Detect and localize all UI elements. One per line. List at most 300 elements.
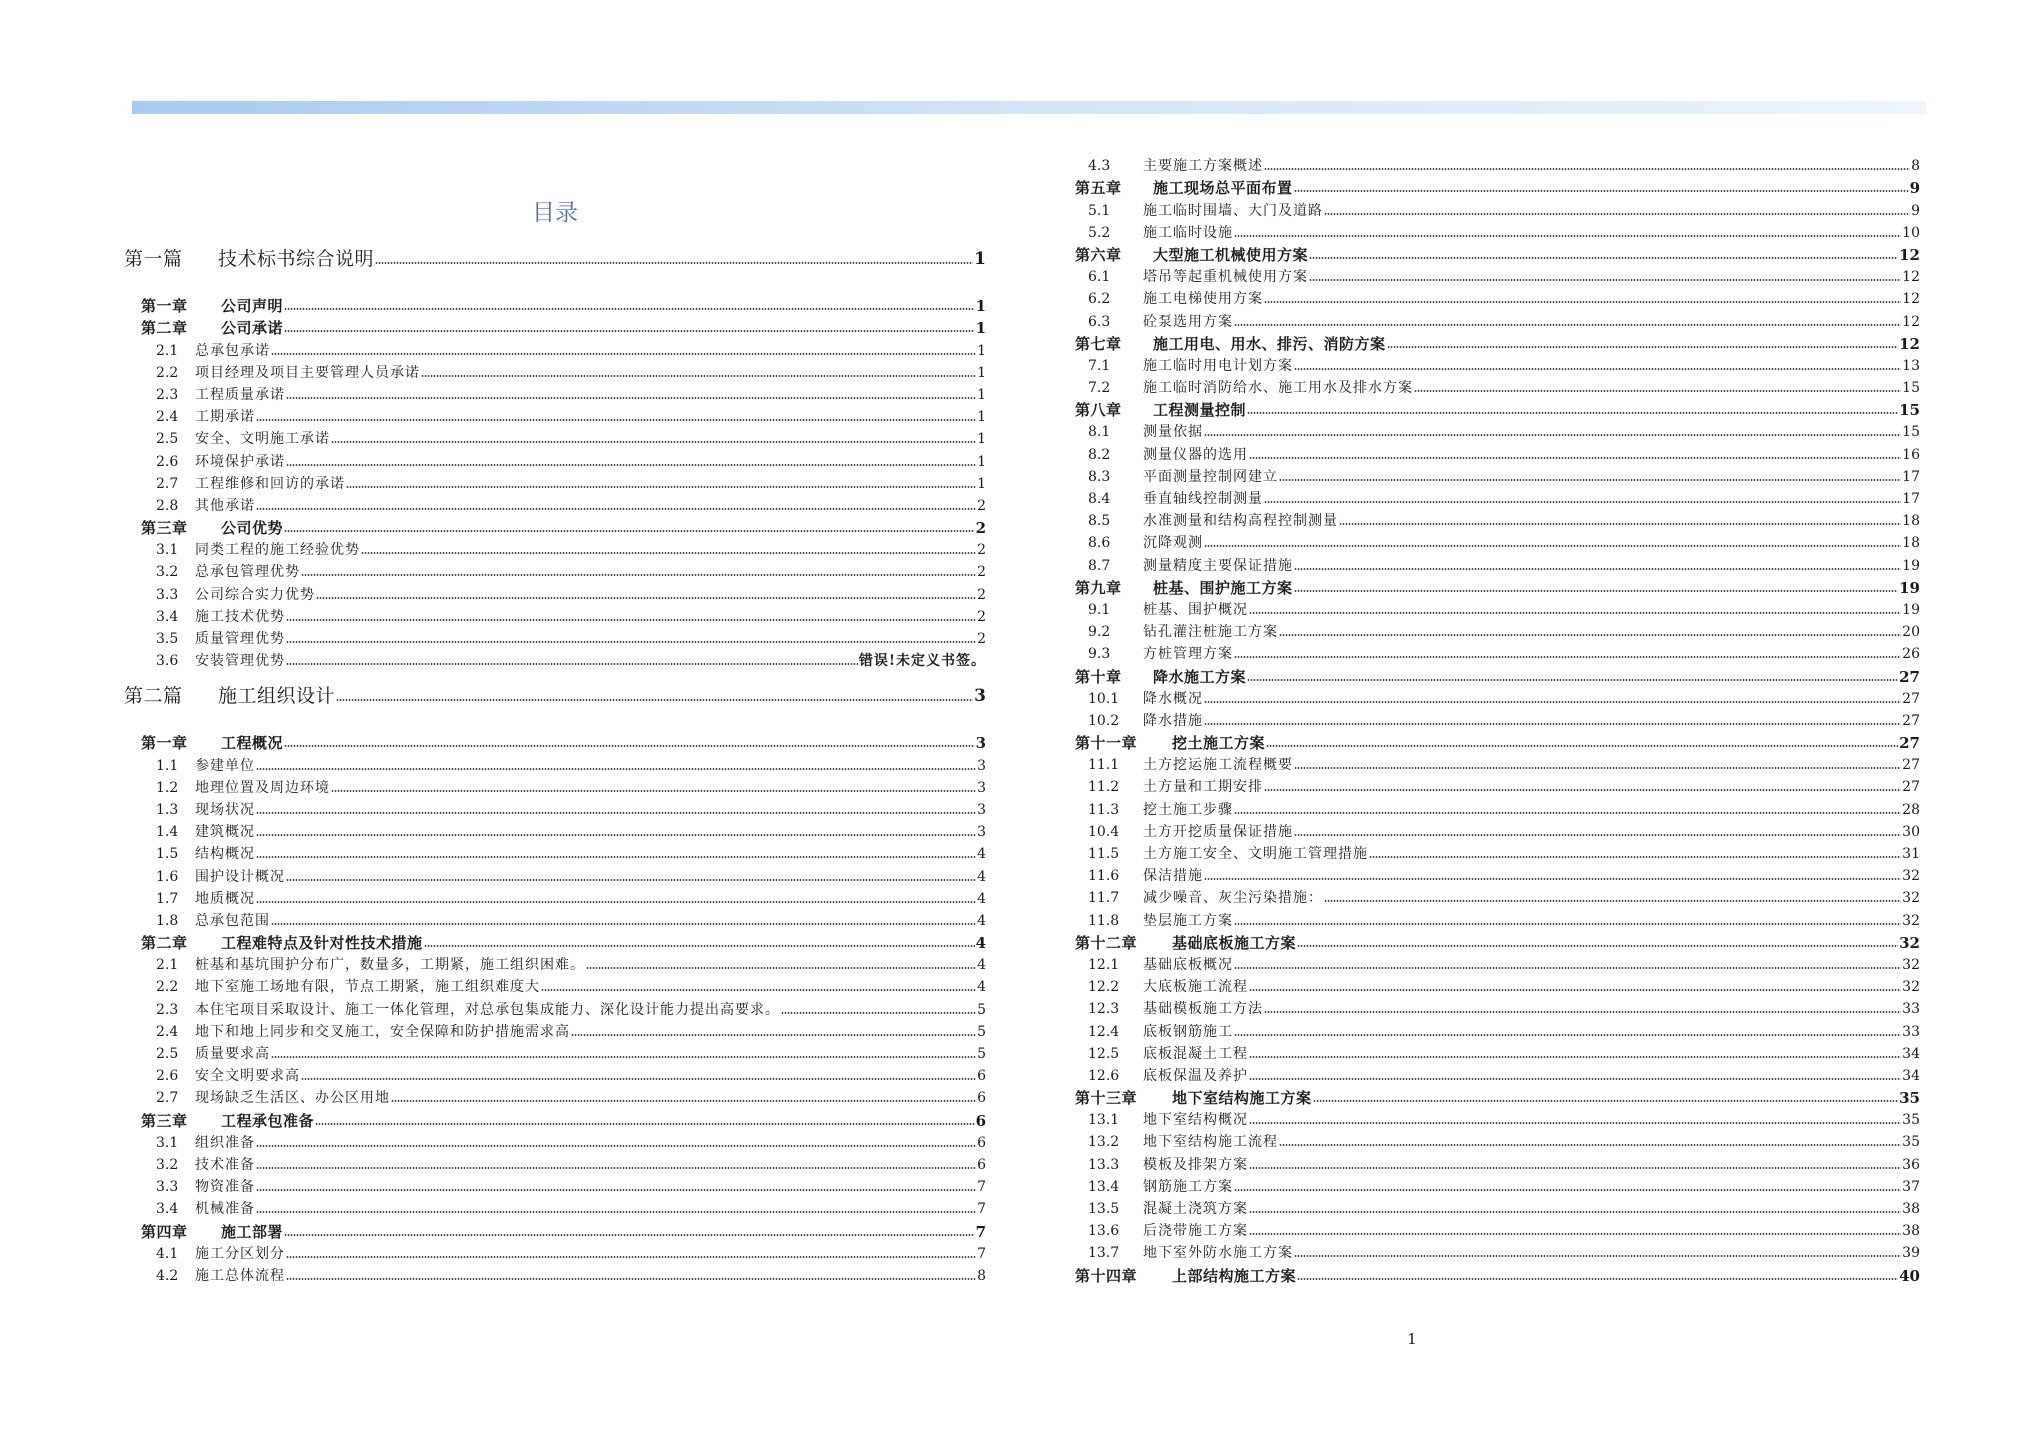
toc-entry-page: 1: [977, 431, 986, 448]
toc-entry-number: 8.6: [1088, 535, 1111, 552]
toc-entry-section[interactable]: [124, 752, 986, 774]
toc-entry-page: 2: [977, 497, 986, 514]
toc-entry-section[interactable]: [124, 1241, 986, 1263]
toc-entry-title: 总承包承诺: [195, 342, 270, 359]
dot-leader: [375, 261, 973, 265]
toc-entry-title: 其他承诺: [195, 497, 255, 514]
toc-entry-page: 5: [977, 1001, 986, 1018]
toc-entry-section[interactable]: [124, 1063, 986, 1085]
dot-leader: [284, 329, 975, 333]
toc-entry-number: 第十四章: [1075, 1266, 1138, 1285]
toc-entry-number: 1.6: [156, 868, 179, 885]
dot-leader: [541, 988, 976, 992]
toc-entry-title: 参建单位: [195, 757, 255, 774]
toc-entry-title: 施工技术优势: [195, 608, 285, 625]
toc-entry-title: 安装管理优势: [195, 653, 285, 670]
toc-entry-section[interactable]: [1075, 619, 1920, 641]
dot-leader: [315, 1122, 975, 1126]
toc-entry-section[interactable]: [124, 604, 986, 626]
toc-entry-number: 1.3: [156, 801, 179, 818]
dot-leader: [256, 507, 976, 511]
toc-entry-title: 地下室外防水施工方案: [1143, 1245, 1293, 1262]
toc-entry-page: 6: [977, 1090, 986, 1107]
toc-entry-page: 27: [1902, 757, 1920, 774]
toc-entry-section[interactable]: [1075, 796, 1920, 818]
toc-entry-page: 12: [1899, 245, 1920, 264]
toc-entry-page: 1: [975, 319, 986, 338]
toc-entry-title: 总承包范围: [195, 912, 270, 929]
toc-entry-title: 水准测量和结构高程控制测量: [1143, 513, 1338, 530]
dot-leader: [1264, 1010, 1901, 1014]
toc-entry-section[interactable]: [124, 1085, 986, 1107]
toc-entry-section[interactable]: [1075, 530, 1920, 552]
toc-entry-title: 地质概况: [195, 890, 255, 907]
toc-entry-page: 27: [1899, 667, 1920, 686]
toc-entry-number: 13.5: [1088, 1201, 1120, 1217]
dot-leader: [1294, 1254, 1901, 1258]
toc-entry-section[interactable]: [1075, 1196, 1920, 1218]
page-number: 1: [1407, 1330, 1417, 1348]
toc-entry-number: 第二章: [141, 934, 188, 953]
toc-entry-page: 13: [1902, 357, 1920, 374]
toc-entry-page: 35: [1902, 1134, 1920, 1151]
toc-entry-page: 2: [977, 542, 986, 559]
toc-entry-number: 2.2: [156, 364, 179, 381]
toc-entry-page: 4: [977, 868, 986, 885]
toc-entry-number: 2.2: [156, 979, 179, 996]
toc-entry-title: 测量依据: [1143, 424, 1203, 441]
toc-entry-section[interactable]: [1075, 153, 1920, 175]
header-gradient-bar: [132, 101, 1926, 114]
toc-entry-section[interactable]: [124, 952, 986, 974]
toc-entry-chapter[interactable]: [1075, 663, 1920, 685]
toc-entry-page: 4: [977, 890, 986, 907]
toc-entry-section[interactable]: [124, 404, 986, 426]
toc-entry-chapter[interactable]: [124, 1218, 986, 1240]
toc-entry-number: 第一篇: [124, 248, 183, 270]
toc-entry-title: 沉降观测: [1143, 535, 1203, 552]
toc-entry-number: 8.2: [1088, 446, 1111, 463]
toc-entry-number: 6.1: [1088, 269, 1111, 286]
dot-leader: [286, 878, 976, 882]
toc-entry-section[interactable]: [124, 996, 986, 1018]
toc-entry-section[interactable]: [124, 1041, 986, 1063]
toc-entry-page: 1: [977, 342, 986, 359]
toc-entry-title: 组织准备: [195, 1134, 255, 1151]
toc-entry-number: 13.2: [1088, 1134, 1120, 1151]
toc-entry-section[interactable]: [1075, 1129, 1920, 1151]
toc-entry-section[interactable]: [1075, 1218, 1920, 1240]
toc-entry-number: 11.3: [1088, 801, 1120, 818]
toc-entry-section[interactable]: [1075, 974, 1920, 996]
toc-entry-section[interactable]: [124, 493, 986, 515]
toc-entry-section[interactable]: [1075, 885, 1920, 907]
toc-entry-number: 13.6: [1088, 1223, 1120, 1240]
dot-leader: [1234, 323, 1901, 327]
toc-entry-number: 2.7: [156, 475, 179, 492]
dot-leader: [1309, 256, 1898, 260]
toc-entry-title: 桩基和基坑围护分布广，数量多，工期紧，施工组织困难。: [195, 957, 585, 974]
dot-leader: [1249, 1166, 1901, 1170]
toc-entry-number: 3.1: [156, 542, 179, 559]
dot-leader: [256, 855, 976, 859]
toc-entry-number: 12.3: [1088, 1001, 1120, 1018]
toc-entry-section[interactable]: [124, 797, 986, 819]
toc-entry-section[interactable]: [1075, 708, 1920, 730]
dot-leader: [1297, 1277, 1898, 1281]
toc-entry-title: 模板及排架方案: [1143, 1156, 1248, 1173]
toc-entry-section[interactable]: [1075, 508, 1920, 530]
toc-entry-page: 3: [977, 757, 986, 774]
toc-entry-section[interactable]: [1075, 907, 1920, 929]
toc-entry-title: 公司声明: [221, 297, 284, 316]
toc-entry-section[interactable]: [124, 559, 986, 581]
dot-leader: [1339, 522, 1901, 526]
toc-entry-page: 4: [977, 979, 986, 996]
toc-entry-title: 钻孔灌注桩施工方案: [1143, 624, 1278, 641]
toc-entry-title: 平面测量控制网建立: [1143, 468, 1278, 485]
dot-leader: [1297, 944, 1898, 948]
toc-entry-section[interactable]: [1075, 308, 1920, 330]
toc-entry-title: 质量管理优势: [195, 631, 285, 647]
toc-entry-page: 35: [1902, 1112, 1920, 1129]
toc-entry-section[interactable]: [1075, 1151, 1920, 1173]
toc-entry-section[interactable]: [124, 337, 986, 359]
toc-entry-chapter[interactable]: [124, 1107, 986, 1129]
toc-entry-number: 9.1: [1088, 601, 1111, 618]
toc-entry-page: 32: [1902, 979, 1920, 996]
toc-entry-page: 错误!未定义书签。: [858, 653, 986, 670]
toc-entry-section[interactable]: [124, 626, 986, 648]
dot-leader: [361, 551, 976, 555]
toc-entry-section[interactable]: [124, 841, 986, 863]
dot-leader: [1264, 500, 1901, 504]
toc-entry-section[interactable]: [124, 886, 986, 908]
toc-entry-page: 27: [1899, 734, 1920, 753]
toc-entry-page: 12: [1899, 334, 1920, 353]
toc-entry-title: 质量要求高: [195, 1046, 270, 1062]
toc-entry-page: 3: [977, 801, 986, 818]
dot-leader: [286, 618, 976, 622]
dot-leader: [331, 440, 976, 444]
toc-spacer: [124, 670, 986, 678]
toc-entry-section[interactable]: [1075, 220, 1920, 242]
toc-entry-section[interactable]: [1075, 464, 1920, 486]
toc-entry-chapter[interactable]: [124, 293, 986, 315]
toc-entry-section[interactable]: [1075, 1174, 1920, 1196]
toc-entry-title: 砼泵选用方案: [1143, 313, 1233, 330]
dot-leader: [1279, 1143, 1901, 1147]
toc-entry-number: 3.3: [156, 586, 179, 603]
dot-leader: [1264, 788, 1901, 792]
toc-entry-chapter[interactable]: [1075, 1262, 1920, 1284]
toc-entry-section[interactable]: [124, 1196, 986, 1218]
toc-entry-part[interactable]: [124, 678, 986, 708]
toc-entry-section[interactable]: [1075, 841, 1920, 863]
toc-entry-section[interactable]: [1075, 952, 1920, 974]
toc-entry-page: 4: [975, 934, 986, 953]
toc-entry-chapter[interactable]: [124, 515, 986, 537]
dot-leader: [284, 307, 975, 311]
toc-entry-section[interactable]: [124, 426, 986, 448]
toc-entry-page: 36: [1902, 1156, 1920, 1173]
toc-entry-page: 35: [1899, 1089, 1920, 1108]
toc-entry-page: 1: [977, 386, 986, 403]
toc-entry-title: 地下室施工场地有限，节点工期紧，施工组织难度大: [195, 979, 540, 996]
toc-entry-section[interactable]: [1075, 752, 1920, 774]
toc-entry-page: 5: [977, 1046, 986, 1062]
toc-entry-title: 施工临时设施: [1143, 224, 1233, 241]
dot-leader: [1294, 567, 1901, 571]
toc-entry-title: 工程测量控制: [1153, 401, 1247, 420]
toc-entry-section[interactable]: [124, 908, 986, 930]
toc-entry-title: 工程难特点及针对性技术措施: [221, 934, 423, 953]
dot-leader: [1249, 1055, 1901, 1059]
toc-entry-number: 10.2: [1088, 712, 1120, 729]
toc-entry-section[interactable]: [1075, 863, 1920, 885]
toc-entry-number: 13.7: [1088, 1245, 1120, 1262]
toc-entry-title: 塔吊等起重机械使用方案: [1143, 269, 1308, 286]
toc-entry-number: 6.2: [1088, 291, 1111, 308]
toc-entry-title: 公司承诺: [221, 319, 284, 338]
toc-entry-number: 2.7: [156, 1090, 179, 1107]
toc-entry-number: 7.2: [1088, 380, 1111, 397]
toc-entry-page: 15: [1902, 424, 1920, 441]
toc-entry-page: 15: [1902, 380, 1920, 397]
toc-entry-number: 1.8: [156, 912, 179, 929]
toc-entry-title: 基础模板施工方法: [1143, 1001, 1263, 1018]
toc-entry-title: 降水措施: [1143, 712, 1203, 729]
toc-entry-number: 1.1: [156, 757, 179, 774]
toc-entry-page: 6: [977, 1068, 986, 1085]
dot-leader: [284, 1233, 975, 1237]
toc-entry-number: 3.2: [156, 564, 179, 581]
toc-entry-title: 施工临时围墙、大门及道路: [1143, 202, 1323, 219]
toc-entry-page: 32: [1899, 933, 1920, 952]
toc-entry-number: 8.1: [1088, 424, 1111, 441]
toc-entry-section[interactable]: [124, 382, 986, 404]
toc-entry-page: 34: [1902, 1045, 1920, 1062]
toc-entry-page: 6: [977, 1134, 986, 1151]
toc-entry-number: 11.2: [1088, 779, 1120, 796]
toc-entry-number: 8.3: [1088, 468, 1111, 485]
toc-entry-number: 12.1: [1088, 956, 1120, 973]
toc-entry-page: 18: [1902, 513, 1920, 530]
toc-entry-page: 4: [977, 912, 986, 929]
toc-entry-section[interactable]: [1075, 1063, 1920, 1085]
dot-leader: [1279, 478, 1901, 482]
toc-entry-section[interactable]: [124, 448, 986, 470]
toc-entry-title: 挖土施工方案: [1172, 734, 1266, 753]
toc-entry-chapter[interactable]: [124, 930, 986, 952]
toc-entry-number: 2.8: [156, 497, 179, 514]
toc-entry-page: 3: [974, 686, 986, 707]
dot-leader: [256, 1210, 976, 1214]
toc-entry-section[interactable]: [124, 537, 986, 559]
toc-entry-section[interactable]: [1075, 774, 1920, 796]
toc-entry-page: 32: [1902, 912, 1920, 929]
toc-entry-title: 基础底板施工方案: [1172, 933, 1297, 952]
toc-entry-page: 1: [977, 475, 986, 492]
toc-entry-number: 第三章: [141, 1111, 188, 1130]
toc-entry-section[interactable]: [124, 819, 986, 841]
toc-entry-page: 19: [1902, 557, 1920, 574]
dot-leader: [1249, 1210, 1901, 1214]
toc-entry-section[interactable]: [124, 1152, 986, 1174]
toc-entry-section[interactable]: [1075, 597, 1920, 619]
toc-entry-section[interactable]: [1075, 641, 1920, 663]
dot-leader: [1204, 433, 1901, 437]
toc-entry-title: 降水概况: [1143, 690, 1203, 707]
toc-entry-title: 基础底板概况: [1143, 956, 1233, 973]
toc-entry-section[interactable]: [124, 974, 986, 996]
dot-leader: [1294, 589, 1899, 593]
toc-entry-chapter[interactable]: [1075, 175, 1920, 197]
toc-entry-number: 3.1: [156, 1134, 179, 1151]
toc-entry-section[interactable]: [124, 1130, 986, 1152]
toc-entry-number: 2.6: [156, 1068, 179, 1085]
toc-entry-page: 32: [1902, 868, 1920, 885]
toc-entry-page: 32: [1902, 956, 1920, 973]
toc-entry-page: 9: [1911, 202, 1920, 219]
toc-entry-title: 测量仪器的选用: [1143, 446, 1248, 463]
toc-entry-chapter[interactable]: [1075, 242, 1920, 264]
toc-entry-title: 挖土施工步骤: [1143, 801, 1233, 818]
toc-entry-page: 7: [977, 1245, 986, 1262]
dot-leader: [1204, 722, 1901, 726]
toc-entry-number: 2.3: [156, 386, 179, 403]
toc-entry-chapter[interactable]: [124, 315, 986, 337]
toc-entry-number: 1.4: [156, 824, 179, 841]
toc-entry-section[interactable]: [1075, 819, 1920, 841]
dot-leader: [271, 352, 976, 356]
toc-entry-chapter[interactable]: [1075, 397, 1920, 419]
toc-entry-section[interactable]: [1075, 486, 1920, 508]
dot-leader: [286, 396, 976, 400]
toc-entry-chapter[interactable]: [1075, 930, 1920, 952]
toc-entry-page: 9: [1909, 179, 1920, 198]
toc-entry-section[interactable]: [124, 863, 986, 885]
toc-entry-section[interactable]: [1075, 1018, 1920, 1040]
dot-leader: [781, 1011, 976, 1015]
toc-entry-title: 地理位置及周边环境: [195, 779, 330, 796]
toc-entry-page: 27: [1902, 779, 1920, 796]
toc-entry-title: 机械准备: [195, 1201, 255, 1218]
toc-entry-page: 3: [977, 824, 986, 841]
toc-entry-title: 施工部署: [221, 1222, 284, 1241]
toc-entry-number: 7.1: [1088, 357, 1111, 374]
toc-entry-section[interactable]: [1075, 353, 1920, 375]
dot-leader: [571, 1033, 976, 1037]
dot-leader: [316, 596, 976, 600]
toc-entry-section[interactable]: [1075, 686, 1920, 708]
toc-entry-title: 土方施工安全、文明施工管理措施: [1143, 846, 1368, 862]
toc-entry-page: 3: [977, 779, 986, 796]
toc-entry-part[interactable]: [124, 241, 986, 271]
toc-right-column: [1075, 153, 1920, 1285]
dot-leader: [1234, 234, 1901, 238]
toc-entry-chapter[interactable]: [1075, 331, 1920, 353]
toc-entry-section[interactable]: [1075, 286, 1920, 308]
toc-entry-section[interactable]: [1075, 1107, 1920, 1129]
toc-entry-section[interactable]: [124, 775, 986, 797]
dot-leader: [1247, 411, 1898, 415]
toc-entry-title: 环境保护承诺: [195, 453, 285, 470]
dot-leader: [256, 767, 976, 771]
toc-entry-number: 6.3: [1088, 313, 1111, 330]
toc-entry-page: 31: [1902, 846, 1920, 862]
toc-entry-title: 工期承诺: [195, 409, 255, 426]
toc-entry-section[interactable]: [1075, 375, 1920, 397]
toc-entry-page: 4: [977, 846, 986, 863]
toc-entry-chapter[interactable]: [1075, 1085, 1920, 1107]
toc-entry-section[interactable]: [1075, 419, 1920, 441]
toc-entry-chapter[interactable]: [1075, 575, 1920, 597]
dot-leader: [391, 1099, 976, 1103]
toc-entry-section[interactable]: [124, 1019, 986, 1041]
toc-entry-section[interactable]: [1075, 197, 1920, 219]
toc-entry-section[interactable]: [124, 360, 986, 382]
toc-entry-section[interactable]: [1075, 441, 1920, 463]
dot-leader: [256, 1188, 976, 1192]
toc-entry-number: 13.4: [1088, 1178, 1120, 1195]
toc-entry-page: 7: [977, 1201, 986, 1218]
toc-entry-title: 上部结构施工方案: [1172, 1266, 1297, 1285]
toc-entry-page: 2: [975, 519, 986, 538]
toc-entry-title: 地下室结构施工流程: [1143, 1134, 1278, 1151]
dot-leader: [1234, 655, 1901, 659]
toc-entry-page: 28: [1902, 801, 1920, 818]
toc-entry-page: 33: [1902, 1001, 1920, 1018]
toc-entry-chapter[interactable]: [124, 730, 986, 752]
toc-entry-section[interactable]: [124, 648, 986, 670]
toc-entry-number: 1.7: [156, 890, 179, 907]
toc-entry-section[interactable]: [1075, 264, 1920, 286]
toc-entry-number: 12.4: [1088, 1023, 1120, 1040]
toc-entry-page: 39: [1902, 1245, 1920, 1262]
toc-entry-section[interactable]: [1075, 1240, 1920, 1262]
toc-entry-title: 测量精度主要保证措施: [1143, 557, 1293, 574]
toc-entry-chapter[interactable]: [1075, 730, 1920, 752]
dot-leader: [1234, 1033, 1901, 1037]
toc-entry-title: 施工现场总平面布置: [1153, 179, 1293, 198]
toc-entry-number: 第八章: [1075, 401, 1122, 420]
toc-entry-section[interactable]: [1075, 552, 1920, 574]
toc-entry-title: 工程概况: [221, 734, 284, 753]
toc-entry-section[interactable]: [124, 1174, 986, 1196]
dot-leader: [1249, 988, 1901, 992]
toc-entry-title: 施工组织设计: [218, 685, 336, 708]
toc-entry-section[interactable]: [1075, 1041, 1920, 1063]
toc-entry-section[interactable]: [1075, 996, 1920, 1018]
toc-entry-number: 3.4: [156, 1201, 179, 1218]
dot-leader: [586, 966, 976, 970]
toc-entry-section[interactable]: [124, 1263, 986, 1285]
dot-leader: [1234, 922, 1901, 926]
toc-entry-title: 技术准备: [195, 1156, 255, 1173]
toc-entry-page: 2: [977, 586, 986, 603]
toc-entry-number: 11.5: [1088, 846, 1120, 862]
toc-entry-title: 钢筋施工方案: [1143, 1178, 1233, 1195]
toc-entry-section[interactable]: [124, 581, 986, 603]
toc-entry-section[interactable]: [124, 471, 986, 493]
toc-entry-page: 1: [977, 453, 986, 470]
toc-entry-number: 第四章: [141, 1222, 188, 1241]
toc-entry-page: 6: [977, 1156, 986, 1173]
toc-entry-number: 9.2: [1088, 624, 1111, 641]
toc-entry-page: 2: [977, 564, 986, 581]
toc-entry-number: 3.6: [156, 653, 179, 670]
